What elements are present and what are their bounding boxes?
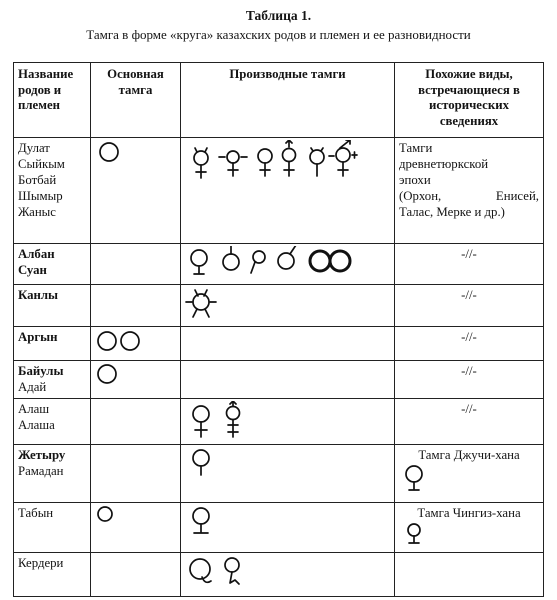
tribe-name: Байулы: [18, 364, 64, 378]
main-tamga-cell: [91, 285, 181, 327]
tribe-name: Дулат: [18, 141, 50, 155]
header-name: Название родов и племен: [14, 63, 91, 138]
tribe-cell: [14, 244, 91, 285]
table-row: [14, 244, 544, 285]
tribe-cell: [14, 138, 91, 244]
tribe-name: Канлы: [18, 288, 59, 302]
similar-cell: [395, 244, 544, 285]
derived-tamgas-icon: [185, 555, 385, 591]
tribe-name: Албан: [18, 247, 55, 261]
derived-tamga-cell: [181, 445, 395, 503]
tribe-cell: [14, 445, 91, 503]
tribe-name: Шымыр: [18, 189, 63, 203]
tribe-name: Табын: [18, 506, 54, 520]
tribe-name: Жетыру: [18, 448, 66, 462]
tribe-cell: [14, 553, 91, 597]
derived-tamgas-icon: [185, 401, 385, 441]
tribe-name: Жаныс: [18, 205, 56, 219]
derived-tamgas-icon: [185, 140, 385, 188]
tamga-table: [13, 62, 544, 597]
derived-tamgas-icon: [185, 447, 385, 479]
main-tamga-cell: [91, 138, 181, 244]
table-row: [14, 138, 544, 244]
derived-tamgas-icon: [185, 287, 385, 321]
derived-tamga-cell: [181, 138, 395, 244]
similar-cell: [395, 361, 544, 399]
derived-tamga-cell: [181, 244, 395, 285]
tribe-cell: [14, 327, 91, 361]
similar-text: -//-: [461, 402, 477, 416]
chinggis-khan-tamga-icon: [399, 521, 439, 547]
similar-text: Тамга Джучи-хана: [418, 448, 520, 462]
tribe-name: Ботбай: [18, 173, 57, 187]
similar-text: (Орхон, Енисей,: [399, 189, 539, 203]
similar-cell: [395, 553, 544, 597]
table-row: [14, 445, 544, 503]
tribe-name: Рамадан: [18, 464, 64, 478]
tribe-name: Кердери: [18, 556, 64, 570]
similar-cell: [395, 399, 544, 445]
double-circle-tamga-icon: [95, 329, 155, 355]
table-row: [14, 327, 544, 361]
similar-cell: [395, 285, 544, 327]
similar-text: Талас, Мерке и др.): [399, 205, 505, 219]
circle-tamga-icon: [95, 363, 125, 389]
derived-tamgas-icon: [185, 505, 385, 539]
table-row: [14, 553, 544, 597]
similar-text: Тамга Чингиз-хана: [417, 506, 521, 520]
circle-tamga-icon: [95, 140, 125, 166]
circle-tamga-icon: [95, 505, 125, 527]
tribe-cell: [14, 361, 91, 399]
similar-text: Тамги: [399, 141, 433, 155]
similar-text: -//-: [461, 364, 477, 378]
table-row: [14, 503, 544, 553]
table-row: [14, 285, 544, 327]
tribe-cell: [14, 503, 91, 553]
table-subtitle: Тамга в форме «круга» казахских родов и племен и ее разновидности: [86, 27, 471, 42]
tribe-name: Адай: [18, 380, 47, 394]
derived-tamgas-icon: [185, 246, 385, 278]
tribe-cell: [14, 399, 91, 445]
tribe-name: Аргын: [18, 330, 58, 344]
similar-text: -//-: [461, 247, 477, 261]
similar-text: эпохи: [399, 173, 431, 187]
main-tamga-cell: [91, 244, 181, 285]
similar-cell: [395, 503, 544, 553]
header-row: [14, 63, 544, 138]
main-tamga-cell: [91, 399, 181, 445]
derived-tamga-cell: [181, 361, 395, 399]
tribe-name: Суан: [18, 263, 47, 277]
similar-text: -//-: [461, 288, 477, 302]
similar-cell: [395, 327, 544, 361]
main-tamga-cell: [91, 553, 181, 597]
main-tamga-cell: [91, 445, 181, 503]
juchi-khan-tamga-icon: [399, 463, 439, 493]
similar-cell: [395, 138, 544, 244]
similar-cell: [395, 445, 544, 503]
derived-tamga-cell: [181, 503, 395, 553]
table-row: [14, 399, 544, 445]
table-row: [14, 361, 544, 399]
similar-text: древнетюркской: [399, 157, 489, 171]
tribe-name: Алаша: [18, 418, 55, 432]
derived-tamga-cell: [181, 327, 395, 361]
derived-tamga-cell: [181, 399, 395, 445]
header-main-tamga: Основная тамга: [91, 63, 181, 138]
derived-tamga-cell: [181, 553, 395, 597]
derived-tamga-cell: [181, 285, 395, 327]
tribe-name: Алаш: [18, 402, 50, 416]
main-tamga-cell: [91, 503, 181, 553]
similar-text: -//-: [461, 330, 477, 344]
tribe-name: Сыйкым: [18, 157, 65, 171]
table-title: Таблица 1.: [245, 8, 312, 23]
tribe-cell: [14, 285, 91, 327]
header-similar: Похожие виды, встречающиеся в исторических сведениях: [395, 63, 544, 138]
header-derived-tamgas: Производные тамги: [181, 63, 395, 138]
main-tamga-cell: [91, 327, 181, 361]
main-tamga-cell: [91, 361, 181, 399]
